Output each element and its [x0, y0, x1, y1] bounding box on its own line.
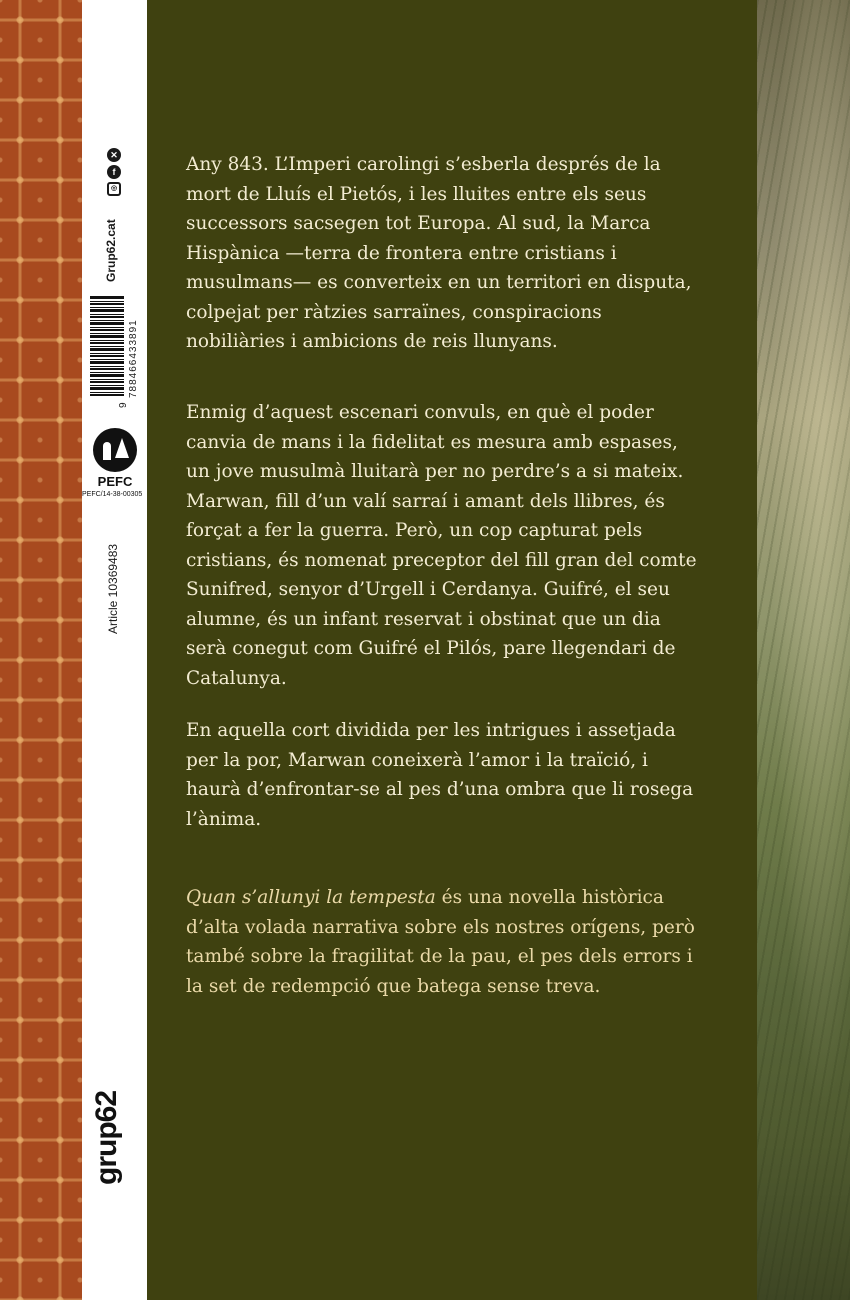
isbn-prefix: 9 [118, 402, 129, 408]
social-icons [101, 148, 127, 199]
publisher-logo: grup62 [90, 1090, 123, 1185]
book-title: Quan s’allunyi la tempesta [186, 887, 436, 908]
ornamental-border [0, 0, 82, 1300]
barcode-digits: 788466433891 [128, 319, 139, 398]
blurb-paragraph-3: En aquella cort dividida per les intrigues i assetjada per la por, Marwan coneixerà l’amor i la traïció, i haurà d’enfrontar-se al pes d’una ombra que li rosega l’ànima. [186, 720, 694, 830]
pefc-label: PEFC [97, 474, 133, 489]
instagram-icon[interactable]: ◎ [107, 182, 121, 196]
pefc-certification [82, 428, 143, 499]
pefc-tree-icon [93, 428, 137, 472]
pefc-code: PEFC/14-38-00305 [82, 491, 143, 498]
blurb-paragraph-1: Any 843. L’Imperi carolingi s’esberla després de la mort de Lluís el Pietós, i les lluites entre els seus successors sacsegen tot Europa. Al sud, la Marca Hispànica —terra de frontera entre cristians i musulmans— es converteix en un territori en disputa, colpejat per ràtzies sarraïnes, conspiracions nobiliàries i ambicions de reis llunyans. [186, 154, 692, 352]
article-number: Article 10369483 [106, 543, 120, 634]
blurb-closing [186, 883, 706, 1001]
x-icon[interactable]: ✕ [107, 148, 121, 162]
closing-text: és una novella històrica d’alta volada narrativa sobre els nostres orígens, però també sobre la fragilitat de la pau, el pes dels errors i la set de redempció que batega sense treva. [186, 887, 695, 997]
facebook-icon[interactable]: f [107, 165, 121, 179]
barcode [90, 296, 124, 396]
blurb-paragraph-2: Enmig d’aquest escenari convuls, en què el poder canvia de mans i la fidelitat es mesura amb espases, un jove musulmà lluitarà per no perdre’s a si mateix. Marwan, fill d’un valí sarraí i amant dels llibres, és forçat a fer la guerra. Però, un cop capturat pels cristians, és nomenat preceptor del fill gran del comte Sunifred, senyor d’Urgell i Cerdanya. Guifré, el seu alumne, és un infant reservat i obstinat que un dia serà conegut com Guifré el Pilós, pare llegendari de Catalunya. [186, 402, 697, 689]
cover-landscape-image [757, 0, 850, 1300]
publisher-website[interactable]: Grup62.cat [104, 219, 118, 282]
